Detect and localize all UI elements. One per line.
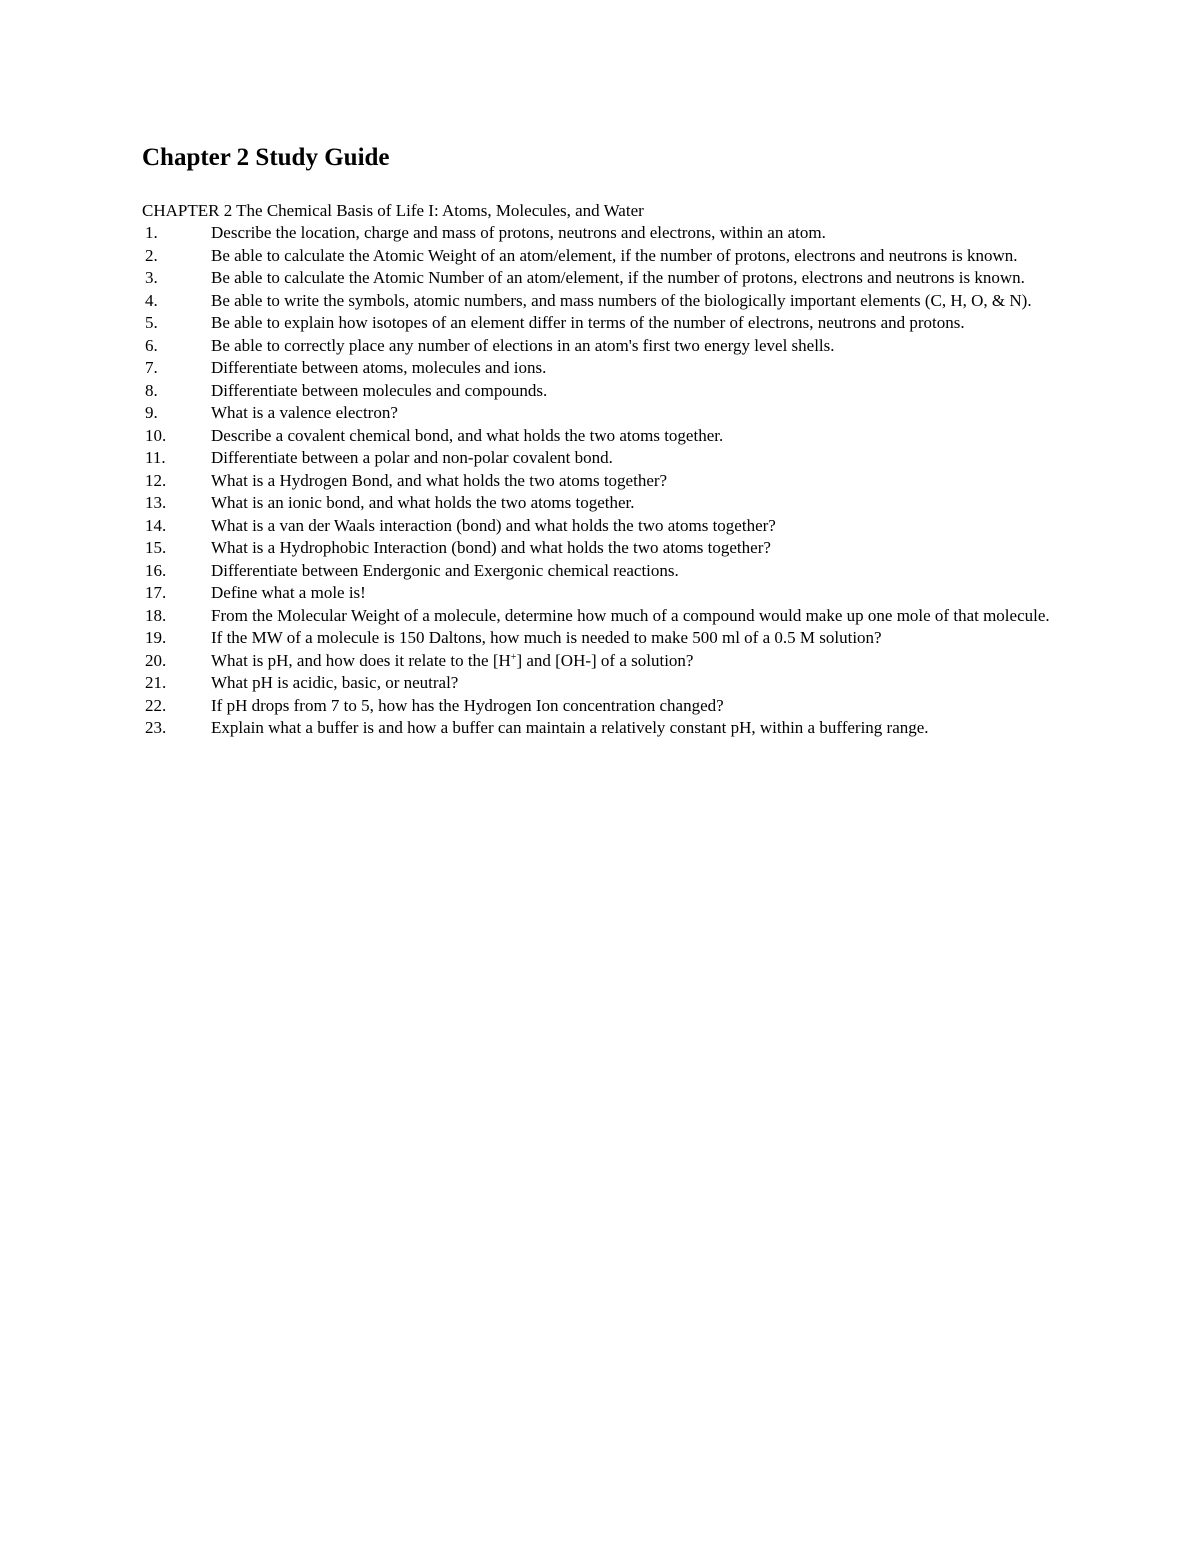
question-text: Be able to explain how isotopes of an element differ in terms of the number of electrons, neutrons and protons. — [211, 313, 965, 332]
question-text: From the Molecular Weight of a molecule, determine how much of a compound would make up one mole of that molecule. — [211, 605, 1050, 625]
question-number: 10. — [145, 425, 167, 445]
question-number: 12. — [145, 470, 167, 490]
question-text: What is an ionic bond, and what holds the two atoms together. — [211, 493, 635, 512]
document-title: Chapter 2 Study Guide — [142, 144, 390, 171]
question-item — [142, 402, 1060, 425]
question-number: 7. — [145, 358, 158, 377]
question-text: Define what a mole is! — [211, 583, 366, 602]
question-item — [142, 582, 1060, 605]
question-number: 8. — [145, 380, 158, 400]
question-text: What is a valence electron? — [211, 403, 398, 422]
question-item — [142, 357, 1060, 380]
question-item — [142, 290, 1060, 313]
question-item — [142, 245, 1060, 268]
question-text: Differentiate between Endergonic and Exergonic chemical reactions. — [211, 560, 679, 580]
question-item — [142, 267, 1060, 290]
question-text: What pH is acidic, basic, or neutral? — [211, 673, 459, 692]
question-text: Be able to write the symbols, atomic numbers, and mass numbers of the biologically important elements (C, H, O, & N). — [211, 290, 1032, 310]
question-number: 18. — [145, 605, 167, 625]
question-text: Differentiate between atoms, molecules and ions. — [211, 358, 547, 377]
question-number: 1. — [145, 223, 158, 242]
question-number: 16. — [145, 560, 167, 580]
question-item — [142, 717, 1060, 740]
question-number: 19. — [145, 628, 167, 647]
question-number: 15. — [145, 538, 167, 557]
question-text: Be able to calculate the Atomic Weight of an atom/element, if the number of protons, electrons and neutrons is known. — [211, 245, 1018, 265]
question-text: What is a van der Waals interaction (bond) and what holds the two atoms together? — [211, 515, 776, 535]
question-item — [142, 380, 1060, 403]
superscript-plus: + — [510, 651, 517, 663]
question-text: If the MW of a molecule is 150 Daltons, how much is needed to make 500 ml of a 0.5 M solution? — [211, 628, 882, 647]
question-number: 17. — [145, 583, 167, 602]
question-number: 9. — [145, 403, 158, 422]
question-item — [142, 447, 1060, 470]
question-item — [142, 537, 1060, 560]
question-text: If pH drops from 7 to 5, how has the Hydrogen Ion concentration changed? — [211, 695, 724, 715]
question-number: 11. — [145, 448, 166, 467]
question-number: 5. — [145, 313, 158, 332]
question-number: 22. — [145, 695, 167, 715]
question-number: 2. — [145, 245, 158, 265]
question-item — [142, 515, 1060, 538]
question-item — [142, 335, 1060, 358]
question-item — [142, 695, 1060, 718]
question-list — [142, 222, 1060, 740]
question-item — [142, 605, 1060, 628]
question-text: Describe the location, charge and mass of protons, neutrons and electrons, within an atom. — [211, 223, 826, 242]
question-item — [142, 470, 1060, 493]
question-item — [142, 222, 1060, 245]
question-text: Describe a covalent chemical bond, and what holds the two atoms together. — [211, 425, 724, 445]
question-item — [142, 425, 1060, 448]
question-text: Explain what a buffer is and how a buffer can maintain a relatively constant pH, within a buffering range. — [211, 718, 929, 737]
question-item — [142, 650, 1060, 673]
question-item — [142, 672, 1060, 695]
question-number: 3. — [145, 268, 158, 287]
question-number: 20. — [145, 650, 167, 670]
document-page — [142, 143, 1060, 740]
question-number: 6. — [145, 335, 158, 355]
question-number: 4. — [145, 290, 158, 310]
question-item — [142, 627, 1060, 650]
question-number: 13. — [145, 493, 167, 512]
question-text: What is a Hydrophobic Interaction (bond) and what holds the two atoms together? — [211, 538, 771, 557]
question-text-after: ] and [OH-] of a solution? — [516, 650, 694, 670]
question-text: Differentiate between a polar and non-polar covalent bond. — [211, 448, 613, 467]
question-number: 14. — [145, 515, 167, 535]
chapter-heading: CHAPTER 2 The Chemical Basis of Life I: Atoms, Molecules, and Water — [142, 201, 644, 220]
question-number: 21. — [145, 673, 167, 692]
question-number: 23. — [145, 718, 167, 737]
question-text-before: What is pH, and how does it relate to the [H — [211, 650, 511, 670]
question-text: Differentiate between molecules and compounds. — [211, 380, 548, 400]
question-item — [142, 312, 1060, 335]
question-item — [142, 560, 1060, 583]
question-text: What is a Hydrogen Bond, and what holds the two atoms together? — [211, 470, 668, 490]
question-text: Be able to calculate the Atomic Number of an atom/element, if the number of protons, electrons and neutrons is known. — [211, 268, 1025, 287]
question-text: Be able to correctly place any number of elections in an atom's first two energy level shells. — [211, 335, 835, 355]
question-item — [142, 492, 1060, 515]
